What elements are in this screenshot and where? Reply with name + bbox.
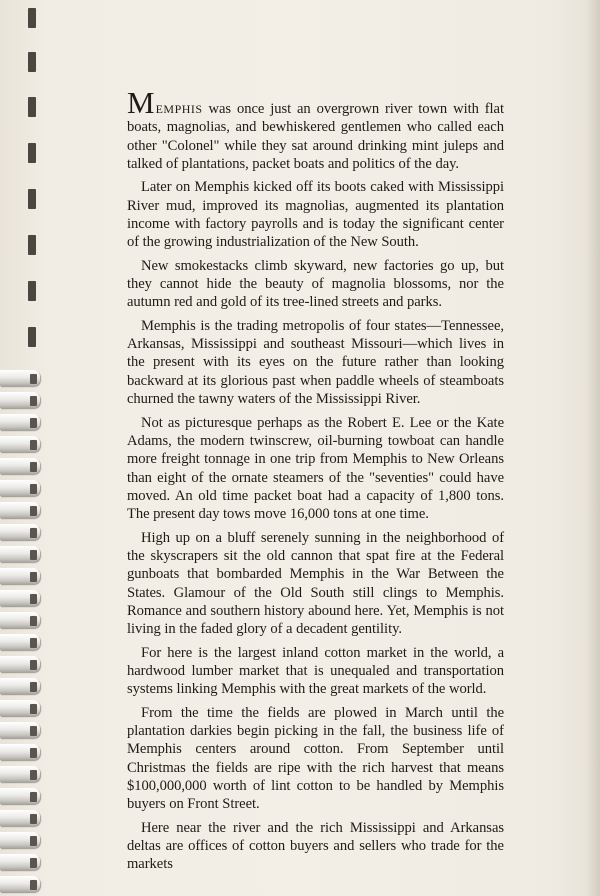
paragraph-2: Later on Memphis kicked off its boots caked with Mississippi River mud, improved its magnolias, augmented its plantation income with factory payrolls and is today the significant center of the growing industrialization of the New South.: [127, 179, 504, 251]
binding-coil: [0, 766, 40, 782]
binding-coil: [0, 436, 40, 452]
paragraph-5: Not as picturesque perhaps as the Robert E. Lee or the Kate Adams, the modern twinscrew, oil-burning towboat can handle more freight tonnage in one trip from Memphis to New Orleans than eight of the ornate steamers of the "seventies" could have moved. An old time packet boat had a capacity of 1,800 tons. The present day tows move 16,000 tons at one time.: [127, 414, 504, 523]
paragraph-6: High up on a bluff serenely sunning in the neighborhood of the skyscrapers sit the old cannon that spat fire at the Federal gunboats that bombarded Memphis in the War Between the States. Glamour of the Old South still clings to Memphis. Romance and southern history abound here. Yet, Memphis is not living in the faded glory of a decadent gentility.: [127, 529, 504, 638]
binding-coil: [0, 656, 40, 672]
binding-coil: [0, 392, 40, 408]
binding-coil: [0, 722, 40, 738]
binding-coil: [0, 678, 40, 694]
binding-coil: [0, 502, 40, 518]
binding-coil: [0, 414, 40, 430]
binding-coil: [0, 524, 40, 540]
binding-hole: [28, 52, 36, 72]
binding-hole: [28, 327, 36, 347]
drop-cap: M: [127, 85, 155, 120]
paragraph-1: [127, 85, 504, 173]
binding-coil: [0, 370, 40, 386]
binding-coil: [0, 788, 40, 804]
paragraph-3: New smokestacks climb skyward, new factories go up, but they cannot hide the beauty of magnolia blossoms, nor the autumn red and gold of its tree-lined streets and parks.: [127, 257, 504, 311]
paragraph-4: Memphis is the trading metropolis of four states—Tennessee, Arkansas, Mississippi and southeast Missouri—which lives in the present with its eyes on the future rather than looking backward at its glorious past when paddle wheels of steamboats churned the tawny waters of the Mississippi River.: [127, 317, 504, 408]
paragraph-text: was once just an overgrown river town with flat boats, magnolias, and bewhiskered gentlemen who called each other "Colonel" while they sat around drinking mint juleps and talked of plantations, packet boats and politics of the day.: [127, 101, 504, 173]
binding-hole: [28, 8, 36, 28]
binding-coil: [0, 634, 40, 650]
binding-coil: [0, 458, 40, 474]
binding-coil: [0, 480, 40, 496]
paragraph-7: For here is the largest inland cotton market in the world, a hardwood lumber market that is unequaled and transportation systems linking Memphis with the great markets of the world.: [127, 644, 504, 698]
binding-hole: [28, 235, 36, 255]
binding-coil: [0, 810, 40, 826]
binding-coil: [0, 568, 40, 584]
spiral-binding: [0, 0, 44, 896]
binding-hole: [28, 143, 36, 163]
binding-coil: [0, 744, 40, 760]
binding-hole: [28, 281, 36, 301]
binding-coil: [0, 832, 40, 848]
body-text: [127, 85, 504, 879]
small-caps-lead: EMPHIS: [155, 102, 203, 116]
binding-coil: [0, 854, 40, 870]
binding-coil: [0, 546, 40, 562]
binding-coil: [0, 700, 40, 716]
binding-hole: [28, 97, 36, 117]
binding-coil: [0, 590, 40, 606]
binding-coil: [0, 876, 40, 892]
binding-coil: [0, 612, 40, 628]
paragraph-9: Here near the river and the rich Mississippi and Arkansas deltas are offices of cotton buyers and sellers who trade for the markets: [127, 819, 504, 873]
paragraph-8: From the time the fields are plowed in March until the plantation darkies begin picking in the fall, the business life of Memphis centers around cotton. From September until Christmas the fields are ripe with the rich harvest that means $100,000,000 worth of lint cotton to be handled by Memphis buyers on Front Street.: [127, 704, 504, 813]
binding-hole: [28, 189, 36, 209]
